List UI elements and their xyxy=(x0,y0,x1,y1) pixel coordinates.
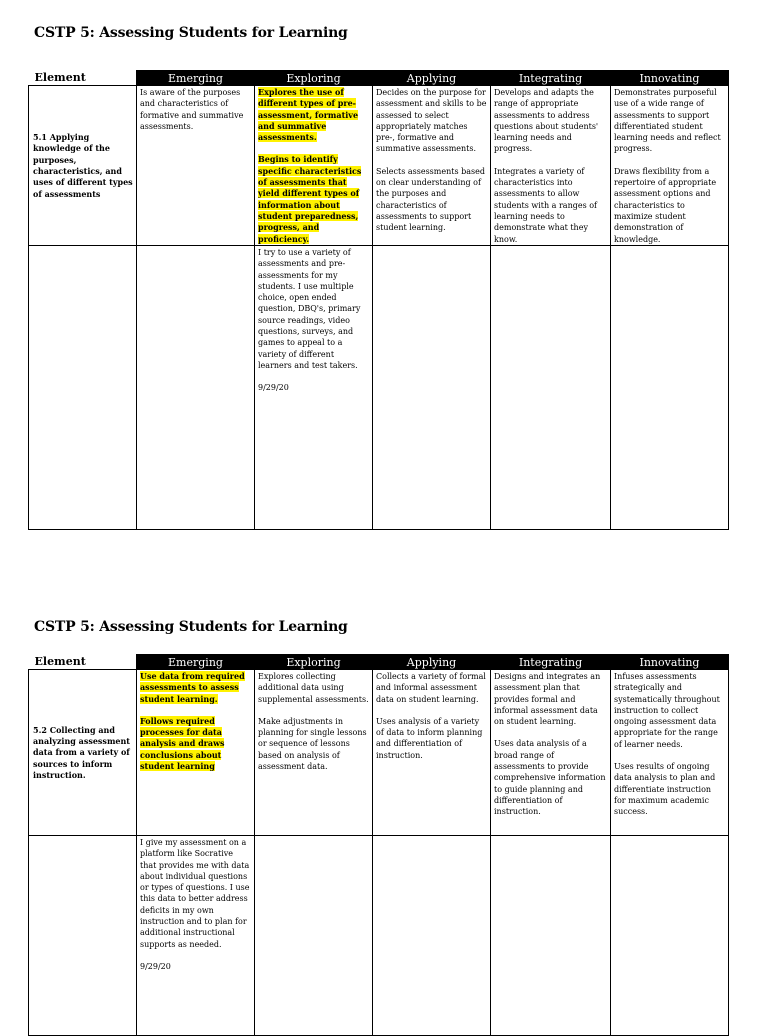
descriptor-text: Explores collecting additional data using supplemental assessments. xyxy=(258,672,369,704)
cstp-section-5-1 xyxy=(28,0,728,540)
evidence-emerging xyxy=(137,836,255,1036)
evidence-applying xyxy=(373,246,491,530)
descriptor-emerging xyxy=(137,86,255,246)
evidence-row xyxy=(29,246,729,530)
evidence-applying xyxy=(373,836,491,1036)
descriptor-innovating xyxy=(611,86,729,246)
descriptor-applying xyxy=(373,670,491,836)
level-header-integrating: Integrating xyxy=(491,655,611,670)
descriptor-text: Make adjustments in planning for single lessons or sequence of lessons based on analysis of assessment data. xyxy=(258,716,367,772)
highlighted-descriptor-text: Explores the use of different types of pre-assessment, formative and summative assessments. xyxy=(258,87,359,143)
header-row xyxy=(29,655,729,670)
element-label: 5.1 Applying knowledge of the purposes, characteristics, and uses of different types of assessments xyxy=(29,86,137,246)
descriptor-row xyxy=(29,670,729,836)
level-header-emerging: Emerging xyxy=(137,655,255,670)
descriptor-text: Selects assessments based on clear understanding of the purposes and characteristics of assessments to support student learning. xyxy=(376,166,485,233)
descriptor-exploring xyxy=(255,670,373,836)
descriptor-row xyxy=(29,86,729,246)
level-header-applying: Applying xyxy=(373,71,491,86)
level-header-exploring: Exploring xyxy=(255,71,373,86)
header-row xyxy=(29,71,729,86)
element-label: 5.2 Collecting and analyzing assessment data from a variety of sources to inform instruction. xyxy=(29,670,137,836)
evidence-emerging xyxy=(137,246,255,530)
highlighted-descriptor-text: Follows required processes for data analysis and draws conclusions about student learning xyxy=(140,715,225,772)
descriptor-emerging xyxy=(137,670,255,836)
descriptor-text: Draws flexibility from a repertoire of appropriate assessment options and characteristics to maximize student demonstration of knowledge. xyxy=(614,166,717,244)
evidence-innovating xyxy=(611,836,729,1036)
rubric-table xyxy=(28,70,729,530)
evidence-row xyxy=(29,836,729,1036)
highlighted-descriptor-text: Use data from required assessments to assess student learning. xyxy=(140,671,245,704)
rubric-table xyxy=(28,654,729,1036)
descriptor-text: Integrates a variety of characteristics into assessments to allow students with a ranges of learning needs to demonstrate what they know. xyxy=(494,166,597,244)
descriptor-text: Uses results of ongoing data analysis to plan and differentiate instruction for maximum academic success. xyxy=(614,762,716,817)
descriptor-innovating xyxy=(611,670,729,836)
descriptor-integrating xyxy=(491,670,611,836)
section-title: CSTP 5: Assessing Students for Learning xyxy=(34,619,348,635)
evidence-date: 9/29/20 xyxy=(258,383,289,393)
level-header-integrating: Integrating xyxy=(491,71,611,86)
highlighted-descriptor-text: Begins to identify specific characteristics of assessments that yield different types of information about student preparedness, progress, and proficiency. xyxy=(258,154,362,244)
descriptor-exploring xyxy=(255,86,373,246)
descriptor-text: Develops and adapts the range of appropriate assessments to address questions about students' learning needs and progress. xyxy=(494,88,599,154)
descriptor-text: Is aware of the purposes and characteristics of formative and summative assessments. xyxy=(140,88,244,131)
evidence-element-cell xyxy=(29,246,137,530)
element-column-header: Element xyxy=(29,71,137,86)
descriptor-text: Demonstrates purposeful use of a wide range of assessments to support differentiated student learning needs and reflect progress. xyxy=(614,88,721,154)
level-header-innovating: Innovating xyxy=(611,71,729,86)
descriptor-text: Uses data analysis of a broad range of assessments to provide comprehensive information to guide planning and differentiation of instruction. xyxy=(494,739,606,817)
descriptor-applying xyxy=(373,86,491,246)
evidence-integrating xyxy=(491,246,611,530)
level-header-innovating: Innovating xyxy=(611,655,729,670)
descriptor-text: Uses analysis of a variety of data to inform planning and differentiation of instruction. xyxy=(376,716,483,760)
level-header-exploring: Exploring xyxy=(255,655,373,670)
cstp-section-5-2 xyxy=(28,595,728,1024)
evidence-exploring xyxy=(255,836,373,1036)
element-column-header: Element xyxy=(29,655,137,670)
descriptor-text: Decides on the purpose for assessment and skills to be assessed to select appropriately matches pre-, formative and summative assessments. xyxy=(376,88,487,154)
descriptor-text: Collects a variety of formal and informal assessment data on student learning. xyxy=(376,672,486,704)
evidence-text: I give my assessment on a platform like Socrative that provides me with data about individual questions or types of questions. I use this data to better address deficits in my own instruction and to plan for additional instructional supports as needed. xyxy=(140,838,250,949)
level-header-applying: Applying xyxy=(373,655,491,670)
evidence-date: 9/29/20 xyxy=(140,961,171,971)
evidence-innovating xyxy=(611,246,729,530)
evidence-text: I try to use a variety of assessments and pre-assessments for my students. I use multiple choice, open ended question, DBQ's, primary source readings, video questions, surveys, and games to appeal to a variety of different learners and test takers. xyxy=(258,248,361,370)
descriptor-integrating xyxy=(491,86,611,246)
descriptor-text: Designs and integrates an assessment plan that provides formal and informal assessment data on student learning. xyxy=(494,672,601,727)
descriptor-text: Infuses assessments strategically and systematically throughout instruction to collect ongoing assessment data appropriate for the range of learner needs. xyxy=(614,672,720,749)
evidence-integrating xyxy=(491,836,611,1036)
section-title: CSTP 5: Assessing Students for Learning xyxy=(34,25,348,41)
evidence-element-cell xyxy=(29,836,137,1036)
level-header-emerging: Emerging xyxy=(137,71,255,86)
evidence-exploring xyxy=(255,246,373,530)
